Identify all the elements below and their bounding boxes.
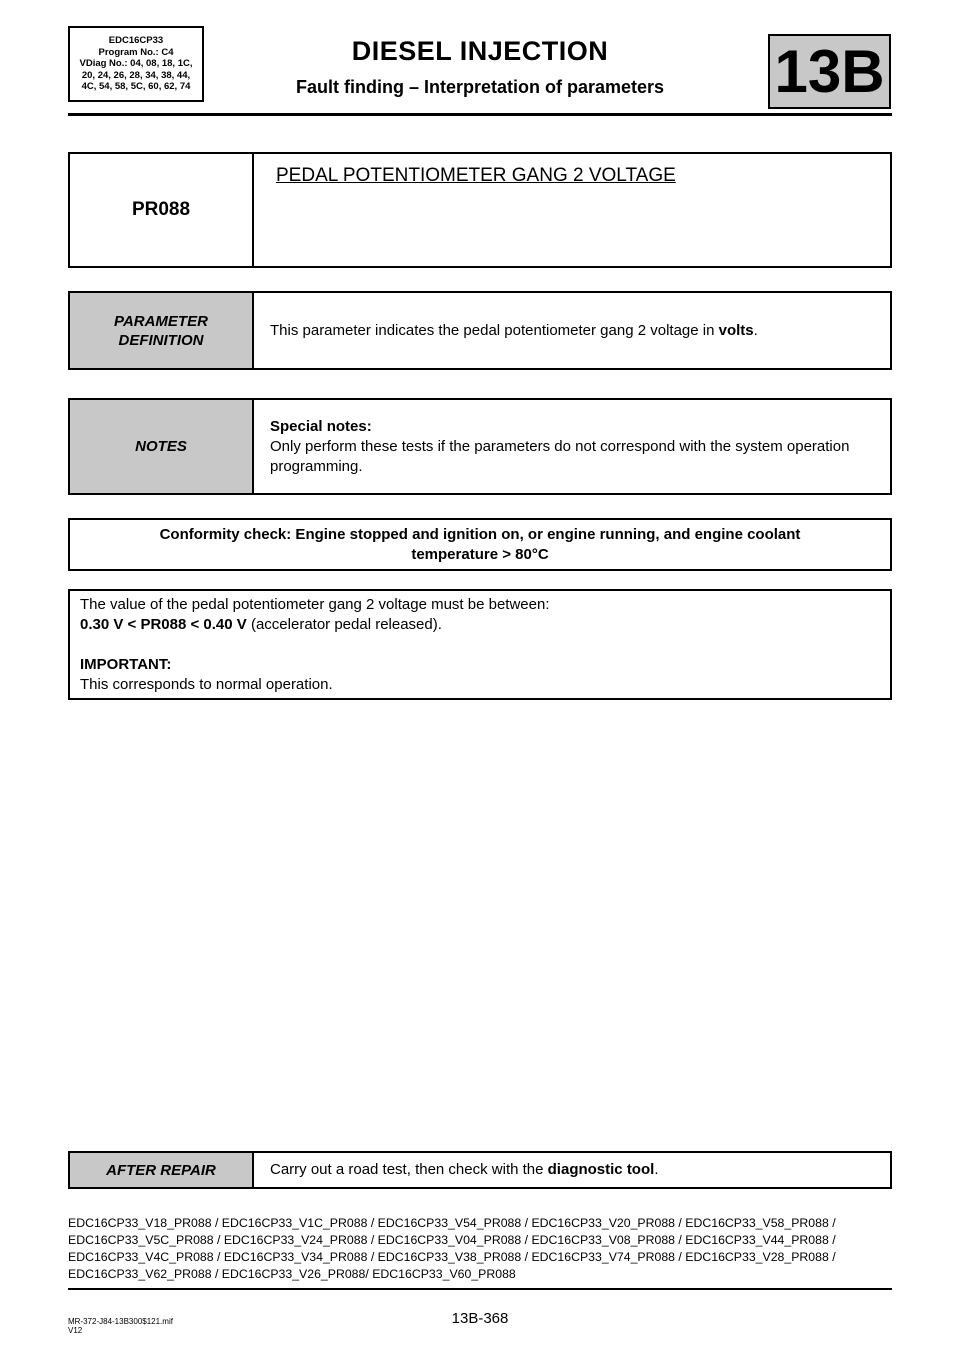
important-label: IMPORTANT: [80,655,172,673]
parameter-name: PEDAL POTENTIOMETER GANG 2 VOLTAGE [276,165,676,186]
definition-label [114,312,208,350]
important-text: This corresponds to normal operation. [80,675,333,693]
applicability-line: EDC16CP33 [108,35,164,47]
value-intro: The value of the pedal potentiometer gang 2 voltage must be between: [80,595,550,613]
after-repair-label-cell [70,1153,254,1187]
notes-box [68,398,892,495]
after-repair-text-end: . [654,1161,659,1178]
definition-text-main: This parameter indicates the pedal potentiometer gang 2 voltage in [270,321,719,339]
definition-text-unit: volts [718,321,754,339]
definition-text [270,321,874,341]
value-box [68,589,892,700]
definition-label-cell [70,293,254,368]
parameter-name-cell [254,154,890,266]
definition-text-end: . [753,321,758,339]
notes-heading: Special notes: [270,417,372,435]
applicability-line: 4C, 54, 58, 5C, 60, 62, 74 [81,81,191,93]
value-range-note: (accelerator pedal released). [246,615,442,633]
footer-divider [68,1288,892,1290]
after-repair-text-main: Carry out a road test, then check with the [270,1161,548,1178]
reference-line: EDC16CP33_V5C_PR088 / EDC16CP33_V24_PR088 / EDC16CP33_V04_PR088 / EDC16CP33_V08_PR088 / EDC16CP33_V44_PR088 / [68,1233,836,1247]
notes-text: Only perform these tests if the parameters do not correspond with the system operation programming. [270,437,850,475]
definition-text-cell [254,293,890,368]
conformity-line2: temperature > 80°C [411,545,549,563]
definition-label-line1: PARAMETER [114,312,208,330]
parameter-title-box [68,152,892,268]
value-range [80,615,880,635]
after-repair-label: AFTER REPAIR [106,1161,216,1179]
value-range-bold: 0.30 V < PR088 < 0.40 V [80,615,247,633]
applicability-line: Program No.: C4 [98,46,174,58]
after-repair-text-cell [254,1153,890,1187]
after-repair-text [270,1160,874,1180]
section-badge: 13B [768,34,891,109]
header-divider [68,113,892,116]
parameter-code: PR088 [131,199,191,220]
notes-text-cell [254,400,890,493]
conformity-box [68,518,892,571]
footer-file: MR-372-J84-13B300$121.mif [68,1317,173,1326]
definition-box [68,291,892,370]
conformity-line1: Conformity check: Engine stopped and ignition on, or engine running, and engine coolant [159,525,801,543]
notes-label-cell [70,400,254,493]
after-repair-box [68,1151,892,1189]
applicability-box [68,26,204,102]
reference-line: EDC16CP33_V62_PR088 / EDC16CP33_V26_PR088/ EDC16CP33_V60_PR088 [68,1267,516,1281]
page-number: 13B-368 [451,1310,509,1327]
applicability-line: 20, 24, 26, 28, 34, 38, 44, [81,69,191,81]
page-title: DIESEL INJECTION [351,36,609,66]
after-repair-tool: diagnostic tool [547,1161,655,1178]
parameter-code-cell [70,154,254,266]
page-subtitle: Fault finding – Interpretation of parameters [295,77,665,97]
notes-label: NOTES [135,438,187,455]
footer-version: V12 [68,1326,83,1335]
reference-line: EDC16CP33_V4C_PR088 / EDC16CP33_V34_PR088 / EDC16CP33_V38_PR088 / EDC16CP33_V74_PR088 / EDC16CP33_V28_PR088 / [68,1250,836,1264]
definition-label-line2: DEFINITION [118,331,204,349]
reference-list [68,1215,898,1283]
reference-line: EDC16CP33_V18_PR088 / EDC16CP33_V1C_PR088 / EDC16CP33_V54_PR088 / EDC16CP33_V20_PR088 / EDC16CP33_V58_PR088 / [68,1216,836,1230]
applicability-line: VDiag No.: 04, 08, 18, 1C, [79,58,193,70]
